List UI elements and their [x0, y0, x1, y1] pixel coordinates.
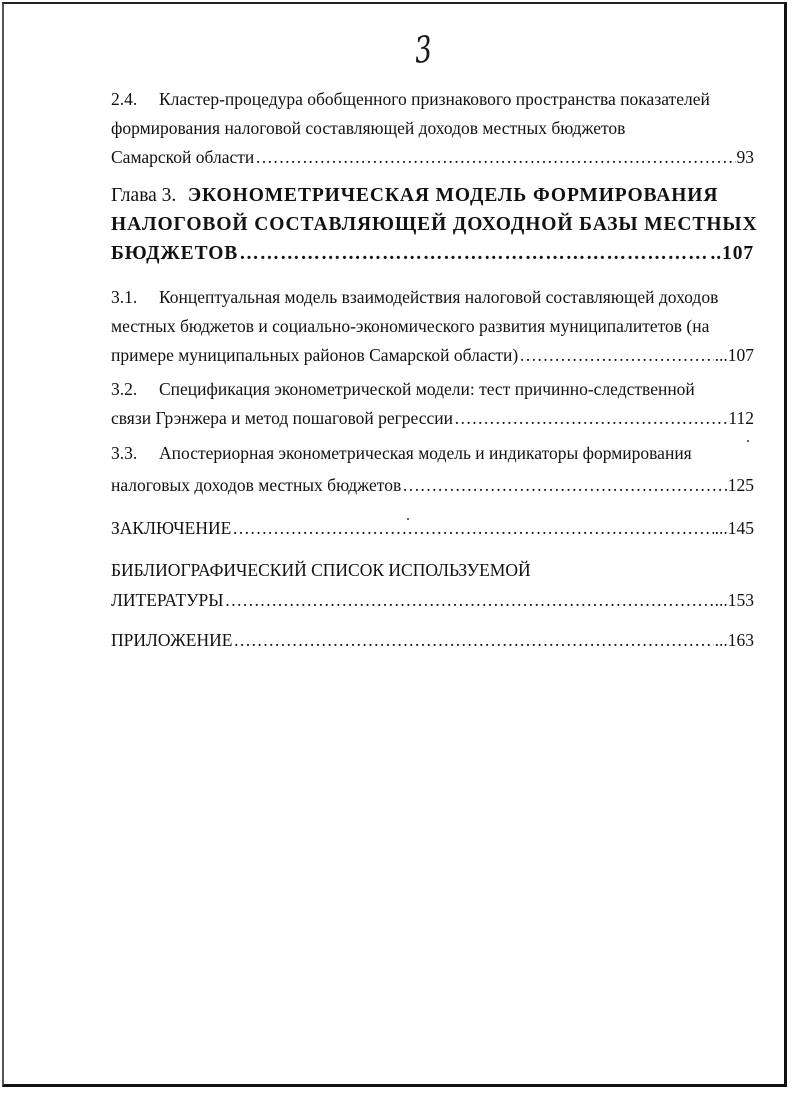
- page-ref: 112: [728, 408, 754, 428]
- appendix-title: ПРИЛОЖЕНИЕ: [111, 630, 233, 650]
- section-number: 3.2.: [111, 379, 138, 399]
- toc-entry-appendix[interactable]: [111, 626, 754, 655]
- page-ref: 93: [736, 147, 754, 167]
- page-ref: ...107: [714, 345, 754, 365]
- section-title-line: примере муниципальных районов Самарской области): [111, 345, 519, 365]
- section-title-line: местных бюджетов и социально-экономического развития муниципалитетов (на: [111, 316, 710, 336]
- toc-entry-chapter-3[interactable]: [111, 181, 758, 268]
- section-title-line: налоговых доходов местных бюджетов: [111, 475, 402, 495]
- leader-dots: [454, 404, 727, 433]
- scan-speck: [747, 440, 749, 442]
- section-title-line: связи Грэнжера и метод пошаговой регрессии: [111, 408, 454, 428]
- leader-dots: [255, 143, 735, 172]
- section-title-line: Концептуальная модель взаимодействия налоговой составляющей доходов: [159, 287, 719, 307]
- toc-entry-conclusion[interactable]: [111, 514, 754, 543]
- chapter-label: Глава 3.: [111, 185, 177, 206]
- bibliography-title-line: БИБЛИОГРАФИЧЕСКИЙ СПИСОК ИСПОЛЬЗУЕМОЙ: [111, 560, 531, 580]
- page-ref: ..107: [710, 243, 754, 264]
- page-ref: ...153: [714, 590, 754, 610]
- leader-dots: [233, 626, 713, 655]
- section-title-line: Кластер-процедура обобщенного признакового пространства показателей: [159, 89, 710, 109]
- scan-speck: [407, 518, 409, 520]
- toc-entry-3-1[interactable]: [111, 283, 754, 370]
- page-ref: 125: [727, 475, 754, 495]
- bibliography-title-line: ЛИТЕРАТУРЫ: [111, 590, 224, 610]
- leader-dots: [402, 471, 727, 500]
- section-title-line: Апостериорная эконометрическая модель и индикаторы формирования: [159, 443, 692, 463]
- section-number: 3.3.: [111, 443, 138, 463]
- chapter-title-line: НАЛОГОВОЙ СОСТАВЛЯЮЩЕЙ ДОХОДНОЙ БАЗЫ МЕСТНЫХ: [111, 214, 758, 235]
- page-ref: ...145: [714, 518, 754, 538]
- section-number: 3.1.: [111, 287, 138, 307]
- section-title-line: Самарской области: [111, 147, 255, 167]
- toc-entry-bibliography[interactable]: [111, 556, 754, 615]
- leader-dots: [239, 239, 709, 268]
- conclusion-title: ЗАКЛЮЧЕНИЕ: [111, 518, 232, 538]
- leader-dots: [519, 341, 713, 370]
- page-ref: ...163: [714, 630, 754, 650]
- chapter-title-line: БЮДЖЕТОВ: [111, 243, 239, 264]
- leader-dots: [232, 514, 713, 543]
- section-title-line: Спецификация эконометрической модели: тест причинно-следственной: [159, 379, 695, 399]
- leader-dots: [225, 586, 714, 615]
- section-number: 2.4.: [111, 89, 138, 109]
- toc-entry-2-4[interactable]: [111, 85, 754, 172]
- chapter-title-line: ЭКОНОМЕТРИЧЕСКАЯ МОДЕЛЬ ФОРМИРОВАНИЯ: [187, 185, 719, 206]
- section-title-line: формирования налоговой составляющей доходов местных бюджетов: [111, 118, 626, 138]
- toc-entry-3-3[interactable]: [111, 439, 754, 500]
- page-number: 3: [413, 28, 434, 73]
- toc-entry-3-2[interactable]: [111, 375, 754, 433]
